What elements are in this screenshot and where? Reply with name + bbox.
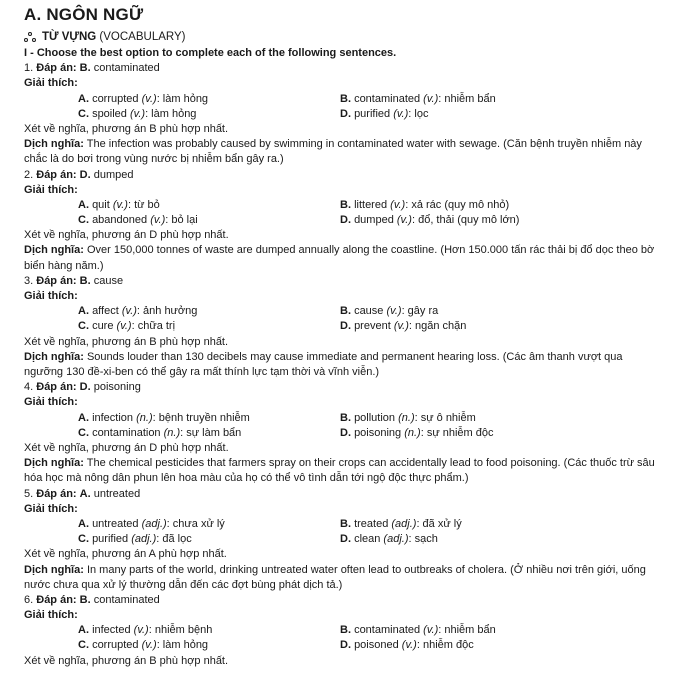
option-letter: D. (340, 320, 351, 333)
question-block (24, 168, 664, 274)
option-pos: (v.) (150, 214, 166, 227)
question-number: 4. (24, 381, 34, 394)
option-letter: A. (78, 411, 89, 424)
option-letter: B. (340, 305, 351, 318)
option-meaning: : sự nhiễm độc (420, 426, 494, 439)
option-item (78, 198, 340, 213)
question-block (24, 487, 664, 593)
instruction: I - Choose the best option to complete each of the following sentences. (24, 47, 397, 59)
option-item (340, 623, 496, 638)
option-pos: (v.) (393, 107, 409, 120)
option-meaning: : đã xử lý (416, 517, 462, 530)
meaning-text: The chemical pesticides that farmers spray on their crops can accidentally lead to food poisoning. (Các thuốc trừ sâu hóa học mà nông dân phun lên hoa màu của họ có thể vô tình dẫn tới ngộ độc thực phẩm.) (24, 457, 655, 485)
option-item (78, 319, 340, 334)
option-word: contaminated (354, 92, 421, 105)
options-row (24, 426, 664, 441)
option-letter: B. (340, 624, 351, 637)
option-word: contamination (92, 426, 161, 439)
circles-icon (24, 32, 38, 44)
option-meaning: : nhiễm độc (416, 639, 474, 652)
option-item (78, 107, 340, 122)
option-meaning: : đã lọc (156, 533, 192, 546)
option-letter: D. (340, 107, 351, 120)
option-meaning: : lọc (408, 107, 429, 120)
options-row (24, 638, 664, 653)
option-item (78, 304, 340, 319)
option-item (340, 92, 496, 107)
document-page (24, 4, 664, 669)
option-letter: D. (340, 533, 351, 546)
option-pos: (v.) (129, 107, 146, 120)
option-letter: A. (78, 624, 89, 637)
meaning-paragraph (24, 563, 664, 593)
option-word: treated (354, 517, 389, 530)
option-item (78, 426, 340, 441)
answer-key: B. (79, 62, 91, 75)
meaning-text: Over 150,000 tonnes of waste are dumped annually along the coastline. (Hơn 150.000 tấn rác thải bị đổ dọc theo bờ biển hàng năm.) (24, 244, 655, 272)
question-block (24, 593, 664, 669)
option-word: infected (92, 624, 131, 637)
options-row (24, 92, 664, 107)
meaning-paragraph (24, 137, 664, 167)
option-pos: (n.) (163, 426, 181, 439)
option-meaning: : chưa xử lý (166, 517, 225, 530)
option-letter: D. (340, 214, 351, 227)
answer-label: Đáp án: (36, 274, 77, 287)
reason-line: Xét về nghĩa, phương án B phù hợp nhất. (24, 654, 229, 667)
option-item (340, 198, 509, 213)
option-pos: (v.) (423, 92, 439, 105)
option-meaning: : làm hỏng (156, 639, 209, 652)
answer-key: B. (79, 593, 91, 606)
option-word: pollution (354, 411, 396, 424)
explain-label: Giải thích: (24, 77, 78, 90)
options-row (24, 517, 664, 532)
option-word: poisoned (354, 639, 399, 652)
answer-line (24, 593, 664, 608)
option-item (340, 213, 519, 228)
option-meaning: : gây ra (401, 305, 439, 318)
meaning-text: In many parts of the world, drinking untreated water often lead to outbreaks of cholera. (Ở nhiều nơi trên giới, uống nước chưa qua xử lý thường dẫn đến các đợt bùng phát dịch tả.) (24, 563, 646, 591)
question-number: 6. (24, 593, 34, 606)
answer-key: D. (79, 168, 91, 181)
option-meaning: : sự làm bẩn (180, 426, 242, 439)
answer-label: Đáp án: (36, 487, 77, 500)
option-meaning: : bệnh truyền nhiễm (152, 411, 250, 424)
meaning-label: Dịch nghĩa: (24, 563, 84, 576)
answer-key: A. (79, 487, 91, 500)
option-meaning: : nhiễm bệnh (148, 624, 213, 637)
answer-line (24, 380, 664, 395)
answer-line (24, 487, 664, 502)
option-letter: C. (78, 533, 89, 546)
subsection-bold: TỪ VỰNG (42, 31, 97, 43)
option-letter: B. (340, 517, 351, 530)
question-block (24, 61, 664, 167)
option-pos: (v.) (116, 320, 132, 333)
option-pos: (v.) (141, 92, 157, 105)
question-number: 1. (24, 62, 34, 75)
answer-line (24, 168, 664, 183)
answer-word: contaminated (93, 62, 160, 75)
option-word: affect (92, 305, 119, 318)
meaning-paragraph (24, 350, 664, 380)
options-row (24, 304, 664, 319)
answer-line (24, 274, 664, 289)
answer-key: B. (79, 274, 91, 287)
answer-label: Đáp án: (36, 381, 77, 394)
option-pos: (v.) (396, 214, 412, 227)
option-pos: (v.) (423, 624, 439, 637)
explain-label: Giải thích: (24, 502, 78, 515)
option-letter: A. (78, 305, 89, 318)
answer-word: untreated (93, 487, 141, 500)
option-word: contaminated (354, 624, 421, 637)
question-list (24, 61, 664, 669)
option-item (78, 92, 340, 107)
subsection-rest: (VOCABULARY) (96, 31, 186, 43)
options-row (24, 532, 664, 547)
option-word: purified (354, 107, 391, 120)
answer-line (24, 61, 664, 76)
explain-label: Giải thích: (24, 609, 78, 622)
option-item (78, 623, 340, 638)
option-pos: (v.) (390, 198, 406, 211)
option-item (340, 411, 476, 426)
meaning-text: The infection was probably caused by swimming in contaminated water with sewage. (Căn bệnh truyền nhiễm này chắc là do bơi trong vùng nước bị nhiễm bẩn gây ra.) (24, 138, 642, 166)
options-row (24, 213, 664, 228)
option-pos: (n.) (404, 426, 421, 439)
explain-label: Giải thích: (24, 183, 78, 196)
reason-line: Xét về nghĩa, phương án B phù hợp nhất. (24, 335, 229, 348)
answer-label: Đáp án: (36, 62, 77, 75)
option-item (78, 411, 340, 426)
answer-label: Đáp án: (36, 168, 77, 181)
option-item (340, 319, 466, 334)
option-pos: (v.) (112, 198, 128, 211)
question-number: 2. (24, 168, 34, 181)
option-item (340, 426, 494, 441)
option-item (78, 517, 340, 532)
meaning-label: Dịch nghĩa: (24, 138, 84, 151)
option-pos: (v.) (393, 320, 409, 333)
option-letter: B. (340, 92, 351, 105)
section-title: A. NGÔN NGỮ (24, 5, 144, 24)
option-meaning: : làm hỏng (145, 107, 197, 120)
meaning-paragraph (24, 243, 664, 273)
option-pos: (v.) (141, 639, 157, 652)
option-meaning: : ảnh hưởng (136, 305, 198, 318)
option-meaning: : bỏ lại (165, 214, 198, 227)
options-row (24, 623, 664, 638)
option-word: purified (92, 533, 129, 546)
question-number: 5. (24, 487, 34, 500)
question-number: 3. (24, 274, 34, 287)
option-pos: (n.) (398, 411, 415, 424)
answer-label: Đáp án: (36, 593, 77, 606)
option-letter: A. (78, 92, 89, 105)
reason-line: Xét về nghĩa, phương án D phù hợp nhất. (24, 441, 229, 454)
options-row (24, 411, 664, 426)
explain-label: Giải thích: (24, 290, 78, 303)
option-meaning: : đổ, thải (quy mô lớn) (411, 214, 520, 227)
option-word: dumped (354, 214, 394, 227)
reason-line: Xét về nghĩa, phương án B phù hợp nhất. (24, 122, 229, 135)
option-meaning: : ngăn chặn (408, 320, 467, 333)
option-word: corrupted (92, 639, 139, 652)
answer-word: cause (93, 274, 124, 287)
option-word: littered (354, 198, 388, 211)
option-pos: (adj.) (131, 533, 157, 546)
option-word: abandoned (92, 214, 148, 227)
meaning-label: Dịch nghĩa: (24, 244, 84, 257)
option-pos: (adj.) (141, 517, 167, 530)
option-letter: C. (78, 320, 89, 333)
option-letter: C. (78, 426, 89, 439)
answer-word: poisoning (93, 381, 141, 394)
option-item (78, 213, 340, 228)
meaning-label: Dịch nghĩa: (24, 350, 84, 363)
option-letter: C. (78, 214, 89, 227)
option-meaning: : sự ô nhiễm (414, 411, 476, 424)
option-item (78, 638, 340, 653)
option-letter: A. (78, 517, 89, 530)
option-item (78, 532, 340, 547)
option-pos: (v.) (133, 624, 149, 637)
meaning-paragraph (24, 456, 664, 486)
option-meaning: : nhiễm bẩn (438, 624, 496, 637)
option-word: corrupted (92, 92, 139, 105)
option-item (340, 304, 438, 319)
option-item (340, 517, 462, 532)
option-word: spoiled (92, 107, 127, 120)
option-word: cure (92, 320, 114, 333)
option-letter: D. (340, 639, 351, 652)
option-meaning: : chữa trị (131, 320, 176, 333)
option-letter: B. (340, 198, 351, 211)
option-word: prevent (354, 320, 391, 333)
option-word: infection (92, 411, 134, 424)
option-item (340, 638, 474, 653)
meaning-label: Dịch nghĩa: (24, 457, 84, 470)
option-letter: C. (78, 107, 89, 120)
option-pos: (adj.) (391, 517, 417, 530)
question-block (24, 380, 664, 486)
option-letter: C. (78, 639, 89, 652)
explain-label: Giải thích: (24, 396, 78, 409)
option-word: clean (354, 533, 381, 546)
reason-line: Xét về nghĩa, phương án A phù hợp nhất. (24, 548, 227, 561)
answer-key: D. (79, 381, 91, 394)
option-pos: (v.) (121, 305, 137, 318)
option-item (340, 532, 438, 547)
option-word: untreated (92, 517, 139, 530)
meaning-text: Sounds louder than 130 decibels may cause immediate and permanent hearing loss. (Các âm thanh vượt qua ngưỡng 130 đề-xi-ben có thể gây ra mất thính lực tạm thời và vĩnh viễn.) (24, 350, 623, 379)
option-word: cause (354, 305, 384, 318)
option-letter: D. (340, 426, 351, 439)
question-block (24, 274, 664, 380)
option-word: poisoning (354, 426, 402, 439)
options-row (24, 198, 664, 213)
option-letter: A. (78, 198, 89, 211)
option-meaning: : sạch (408, 533, 438, 546)
option-pos: (v.) (386, 305, 402, 318)
options-row (24, 107, 664, 122)
option-meaning: : làm hỏng (156, 92, 209, 105)
option-word: quit (92, 198, 110, 211)
option-pos: (v.) (401, 639, 417, 652)
option-meaning: : xả rác (quy mô nhỏ) (405, 198, 510, 211)
reason-line: Xét về nghĩa, phương án D phù hợp nhất. (24, 229, 229, 242)
option-letter: B. (340, 411, 351, 424)
option-meaning: : từ bỏ (127, 198, 160, 211)
option-meaning: : nhiễm bẩn (438, 92, 496, 105)
options-row (24, 319, 664, 334)
option-pos: (n.) (136, 411, 153, 424)
answer-word: contaminated (93, 593, 160, 606)
answer-word: dumped (93, 168, 134, 181)
option-item (340, 107, 428, 122)
option-pos: (adj.) (383, 533, 409, 546)
subsection-heading (24, 29, 664, 46)
